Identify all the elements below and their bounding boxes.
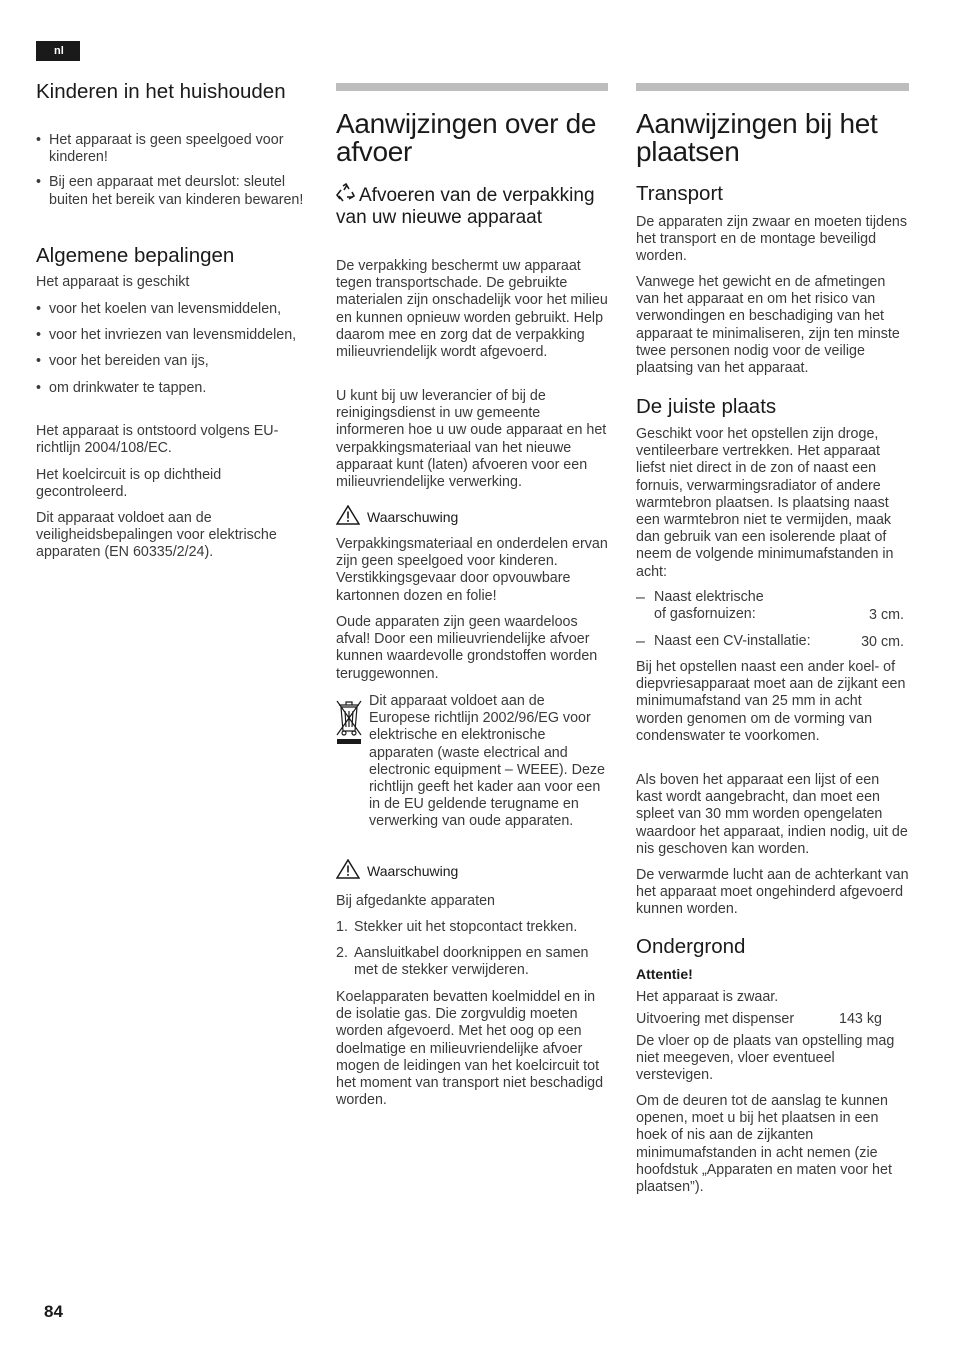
distance-label: Naast elektrische xyxy=(654,589,764,605)
recycle-icon xyxy=(336,183,356,203)
transport-paragraph: Vanwege het gewicht en de afmetingen van het apparaat en om het risico van verwondingen en beschadiging van het apparaat te minimaliseren, zijn ten minste twee personen nodig voor de veilige plaatsing van het apparaat. xyxy=(636,274,900,377)
step-text: Aansluitkabel doorknippen en samen met de stekker verwijderen. xyxy=(354,945,589,979)
section-rule-disposal xyxy=(336,83,608,91)
general-item: • voor het bereiden van ijs, xyxy=(36,353,308,370)
distance-row: – Naast een CV-installatie: 30 cm. xyxy=(636,633,909,650)
attention-label: Attentie! xyxy=(636,966,693,982)
section-rule-installation xyxy=(636,83,909,91)
weight-spec-value: 143 kg xyxy=(839,1011,882,1027)
kids-item: • Het apparaat is geen speelgoed voor kinderen! xyxy=(36,132,308,166)
floor-paragraph: Om de deuren tot de aanslag te kunnen openen, moet u bij het plaatsen in een hoek of nis aan de zijkanten minimumafstanden in acht nemen (zie hoofdstuk „Apparaten en maten voor het plaatsen”). xyxy=(636,1093,892,1196)
disposal-paragraph: De verpakking beschermt uw apparaat tegen transportschade. De gebruikte materialen zijn onschadelijk voor het milieu en kunnen opnieuw worden gebruikt. Help daarom mee en zorg dat de verpakking milieuvriendelijk wordt afgevoerd. xyxy=(336,258,608,361)
general-intro: Het apparaat is geschikt xyxy=(36,274,190,290)
transport-paragraph: De apparaten zijn zwaar en moeten tijdens het transport en de montage beveiligd worden. xyxy=(636,214,908,265)
distance-value: 30 cm. xyxy=(861,634,904,651)
step-item xyxy=(336,919,608,936)
language-tag: nl xyxy=(36,41,80,61)
general-paragraph: Het apparaat is ontstoord volgens EU-richtlijn 2004/108/EC. xyxy=(36,423,279,457)
disposal-paragraph: Koelapparaten bevatten koelmiddel en in de isolatie gas. Die zorgvuldig moeten worden afgevoerd. Met het oog op een doelmatige en milieuvriendelijke afvoer mogen de leidingen van het koelcircuit tot het moment van transport niet beschadigd worden. xyxy=(336,989,604,1109)
warning-text: Verpakkingsmateriaal en onderdelen ervan zijn geen speelgoed voor kinderen. Verstikkingsgevaar door opvouwbare kartonnen dozen en folie! xyxy=(336,536,608,604)
disposal-subheading xyxy=(336,183,608,229)
weight-spec-row xyxy=(636,1011,909,1028)
floor-heading: Ondergrond xyxy=(636,935,746,958)
warning-intro: Bij afgedankte apparaten xyxy=(336,893,495,909)
weee-text: Dit apparaat voldoet aan de Europese richtlijn 2002/96/EG voor elektrische en elektronische apparaten (waste electrical and electronic equipment – WEEE). Deze richtlijn geeft het kader aan voor een in de EU geldende terugname en verwerking van oude apparaten. xyxy=(369,693,606,830)
page-number: 84 xyxy=(44,1302,63,1321)
general-item: • voor het invriezen van levensmiddelen, xyxy=(36,327,308,344)
disposal-paragraph: Oude apparaten zijn geen waardeloos afval! Door een milieuvriendelijke afvoer kunnen waardevolle grondstoffen worden teruggewonnen. xyxy=(336,614,598,682)
distance-label: of gasfornuizen: xyxy=(654,606,756,623)
general-paragraph: Het koelcircuit is op dichtheid gecontroleerd. xyxy=(36,467,222,501)
disposal-paragraph: U kunt bij uw leverancier of bij de reinigingsdienst in uw gemeente informeren hoe u uw oude apparaat en het verpakkingsmateriaal van het nieuwe apparaat kunt (laten) afvoeren voor een milieuvriendelijke verwerking. xyxy=(336,388,607,491)
place-paragraph: Bij het opstellen naast een ander koel- of diepvriesapparaat moet aan de zijkant een minimumafstand van 25 mm in acht worden genomen om de vorming van condenswater te voorkomen. xyxy=(636,659,906,744)
kids-heading: Kinderen in het huishouden xyxy=(36,80,286,103)
step-text: Stekker uit het stopcontact trekken. xyxy=(354,919,578,935)
disposal-subheading-text: Afvoeren van de verpakking van uw nieuwe apparaat xyxy=(336,185,595,228)
place-paragraph: De verwarmde lucht aan de achterkant van het apparaat moet ongehinderd afgevoerd kunnen worden. xyxy=(636,867,909,918)
floor-paragraph: De vloer op de plaats van opstelling mag niet meegeven, vloer eventueel verstevigen. xyxy=(636,1033,895,1084)
place-paragraph: Geschikt voor het opstellen zijn droge, ventileerbare vertrekken. Het apparaat liefst niet direct in de zon of naast een fornuis, verwarmingsradiator of andere warmtebron plaatsen. Is plaatsing naast een warmtebron niet te vermijden, maak dan gebruik van een isolerende plaat of neem de volgende minimumafstanden in acht: xyxy=(636,426,894,580)
kids-item: • Bij een apparaat met deurslot: sleutel buiten het bereik van kinderen bewaren! xyxy=(36,174,308,208)
general-paragraph: Dit apparaat voldoet aan de veiligheidsbepalingen voor elektrische apparaten (EN 60335/2/24). xyxy=(36,510,277,561)
place-heading: De juiste plaats xyxy=(636,395,777,418)
distance-value: 3 cm. xyxy=(869,607,904,624)
general-item: • voor het koelen van levensmiddelen, xyxy=(36,301,308,318)
warning-label: Waarschuwing xyxy=(367,863,459,879)
general-heading: Algemene bepalingen xyxy=(36,244,235,267)
warning-icon xyxy=(336,859,360,879)
disposal-title: Aanwijzingen over de afvoer xyxy=(336,108,597,167)
step-number: 1. xyxy=(336,919,348,935)
place-paragraph: Als boven het apparaat een lijst of een kast wordt aangebracht, dan moet een spleet van 30 mm worden opengelaten waardoor het apparaat, indien nodig, uit de nis geschoven kan worden. xyxy=(636,772,908,857)
floor-paragraph: Het apparaat is zwaar. xyxy=(636,989,779,1005)
warning-icon xyxy=(336,505,360,525)
general-item: • om drinkwater te tappen. xyxy=(36,380,308,397)
weight-spec-label: Uitvoering met dispenser xyxy=(636,1011,795,1027)
step-number: 2. xyxy=(336,945,348,962)
warning-label: Waarschuwing xyxy=(367,509,459,525)
transport-heading: Transport xyxy=(636,182,723,205)
step-item xyxy=(336,945,608,979)
installation-title: Aanwijzingen bij het plaatsen xyxy=(636,108,878,167)
distance-label: Naast een CV-installatie: xyxy=(654,633,811,649)
weee-bin-icon xyxy=(336,693,362,745)
distance-row: – Naast elektrische of gasfornuizen: 3 cm. xyxy=(636,589,909,623)
